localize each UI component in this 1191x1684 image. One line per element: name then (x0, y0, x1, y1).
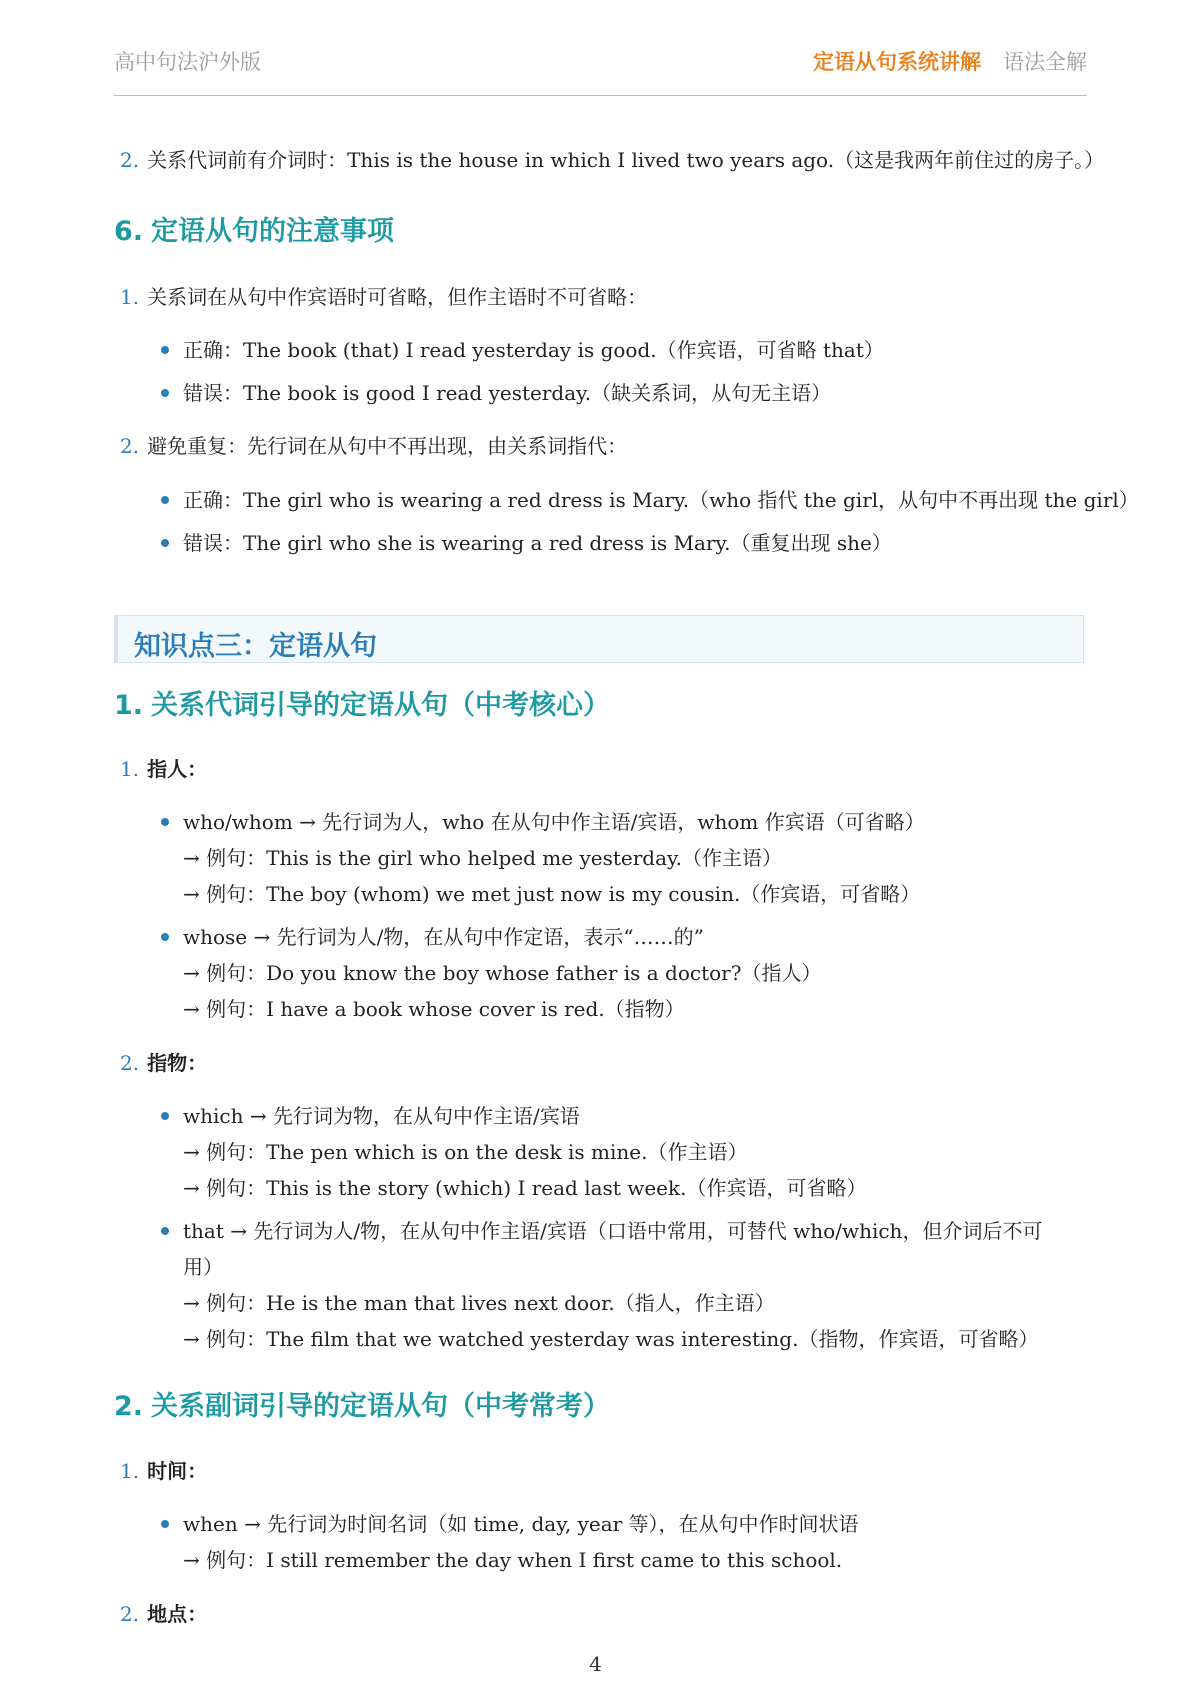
list-label: 指人： (147, 757, 208, 781)
list-text: 关系词在从句中作宾语时可省略，但作主语时不可省略： (147, 285, 648, 309)
example-line: → 例句：He is the man that lives next door.（指人，作主语） (183, 1291, 775, 1315)
bullet-text: 正确：The girl who is wearing a red dress is Mary.（who 指代 the girl，从句中不再出现 the girl） (183, 488, 1139, 512)
section-heading (114, 209, 394, 248)
bullet-text: when → 先行词为时间名词（如 time, day, year 等），在从句中作时间状语 (183, 1512, 859, 1536)
example-line: → 例句：I still remember the day when I first came to this school. (183, 1548, 843, 1572)
knowledge-point-box (114, 615, 1084, 663)
bullet-text: 错误：The book is good I read yesterday.（缺关系词，从句无主语） (183, 381, 832, 405)
section-title: 定语从句的注意事项 (151, 216, 395, 247)
bullet-dot (161, 346, 169, 354)
list-label: 时间： (147, 1459, 208, 1483)
header-subtitle: 语法全解 (1003, 50, 1087, 74)
list-number: 1. (120, 757, 140, 781)
bullet-dot (161, 1227, 169, 1235)
bullet-text: that → 先行词为人/物，在从句中作主语/宾语（口语中常用，可替代 who/which，但介词后不可 (183, 1219, 1043, 1243)
section-number: 1. (114, 690, 144, 721)
section-title: 关系副词引导的定语从句（中考常考） (151, 1391, 611, 1422)
bullet-dot (161, 1520, 169, 1528)
section-number: 6. (114, 216, 144, 247)
bullet-text: who/whom → 先行词为人，who 在从句中作主语/宾语，whom 作宾语（可省略） (183, 810, 925, 834)
bullet-item (183, 530, 892, 556)
bullet-item (183, 487, 1139, 513)
bullet-item (183, 809, 925, 835)
example-line: → 例句：Do you know the boy whose father is a doctor?（指人） (183, 961, 822, 985)
list-label: 指物： (147, 1051, 208, 1075)
bullet-item (183, 1103, 580, 1129)
list-number: 1. (120, 285, 140, 309)
example-line: → 例句：This is the story (which) I read last week.（作宾语，可省略） (183, 1176, 867, 1200)
bullet-dot (161, 389, 169, 397)
list-item (120, 1050, 207, 1076)
bullet-item (183, 1511, 859, 1537)
bullet-text: which → 先行词为物，在从句中作主语/宾语 (183, 1104, 580, 1128)
section-heading (114, 1384, 610, 1423)
bullet-dot (161, 933, 169, 941)
header-chapter-title: 定语从句系统讲解 (813, 49, 981, 74)
page-number: 4 (589, 1652, 602, 1676)
header-book-title: 高中句法沪外版 (114, 50, 261, 74)
bullet-item (183, 337, 884, 363)
bullet-dot (161, 496, 169, 504)
list-item (120, 433, 627, 459)
list-item (120, 284, 647, 310)
list-number: 2. (120, 434, 140, 458)
example-line: → 例句：The boy (whom) we met just now is my cousin.（作宾语，可省略） (183, 882, 921, 906)
list-item (120, 1601, 207, 1627)
knowledge-point-title: 知识点三：定语从句 (134, 631, 377, 662)
bullet-dot (161, 818, 169, 826)
bullet-item (183, 380, 831, 406)
example-line: → 例句：The pen which is on the desk is mine.（作主语） (183, 1140, 748, 1164)
section-number: 2. (114, 1391, 144, 1422)
bullet-item (183, 1218, 1042, 1244)
list-item (120, 147, 1104, 173)
list-number: 2. (120, 148, 140, 172)
example-line: → 例句：This is the girl who helped me yesterday.（作主语） (183, 846, 783, 870)
list-number: 2. (120, 1602, 140, 1626)
example-line: → 例句：The film that we watched yesterday was interesting.（指物，作宾语，可省略） (183, 1327, 1039, 1351)
bullet-text: whose → 先行词为人/物，在从句中作定语，表示“……的” (183, 925, 704, 949)
bullet-item (183, 924, 704, 950)
list-text: 关系代词前有介词时：This is the house in which I lived two years ago.（这是我两年前住过的房子。） (147, 148, 1105, 172)
bullet-text: 正确：The book (that) I read yesterday is good.（作宾语，可省略 that） (183, 338, 884, 362)
list-text: 避免重复：先行词在从句中不再出现，由关系词指代： (147, 434, 628, 458)
section-title: 关系代词引导的定语从句（中考核心） (151, 690, 611, 721)
list-number: 1. (120, 1459, 140, 1483)
list-item (120, 1458, 207, 1484)
header-right (813, 46, 1087, 76)
list-label: 地点： (147, 1602, 208, 1626)
example-line: → 例句：I have a book whose cover is red.（指物） (183, 997, 685, 1021)
list-item (120, 756, 207, 782)
header-divider (114, 95, 1087, 96)
bullet-text-continuation: 用） (183, 1255, 223, 1279)
section-heading (114, 683, 610, 722)
bullet-dot (161, 1112, 169, 1120)
bullet-dot (161, 539, 169, 547)
list-number: 2. (120, 1051, 140, 1075)
bullet-text: 错误：The girl who she is wearing a red dress is Mary.（重复出现 she） (183, 531, 892, 555)
